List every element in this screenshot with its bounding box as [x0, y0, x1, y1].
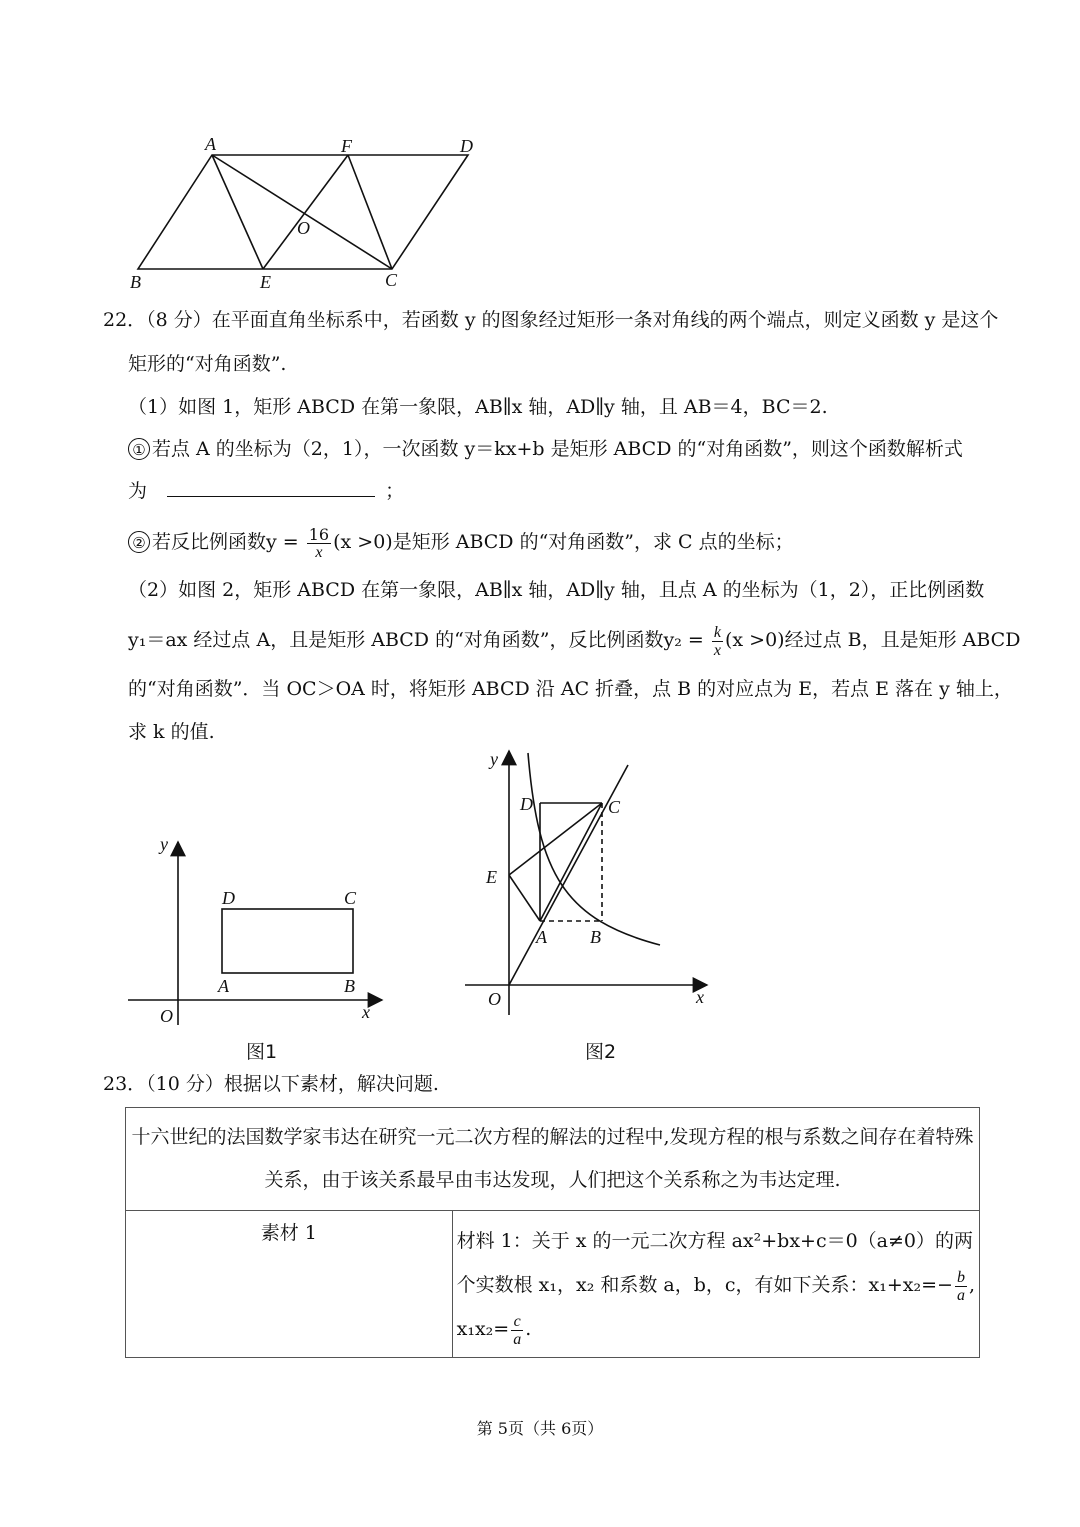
label-A: A: [205, 134, 216, 154]
figure-1: [120, 830, 410, 1070]
fig1-caption: 图1: [246, 1041, 278, 1063]
fig2-A-label: A: [536, 927, 547, 947]
fraction-16-over-x: $\frac{16}{x}$: [308, 524, 330, 561]
label-D: D: [460, 136, 473, 156]
intro-cell: [126, 1108, 980, 1211]
fraction-c-over-a: $\frac{c}{a}$: [513, 1312, 522, 1348]
q22-heading-cont: 矩形的“对角函数”.: [128, 353, 287, 375]
q22-sub2-pre: 若反比例函数y =: [152, 531, 299, 553]
circled-number-1: ①: [128, 438, 150, 460]
fig1-A-label: A: [218, 976, 229, 996]
fig2-B-label: B: [590, 927, 601, 947]
q22-p2b-pre: y₁＝ax 经过点 A，且是矩形 ABCD 的“对角函数”，反比例函数y₂ =: [128, 629, 704, 651]
q22-part2: （2）如图 2，矩形 ABCD 在第一象限，AB∥x 轴，AD∥y 轴，且点 A 的坐标为（1，2），正比例函数: [128, 579, 985, 601]
fig2-C-label: C: [608, 797, 621, 817]
material-content-cell: [452, 1211, 979, 1358]
material-line-2: 个实数根 x₁，x₂ 和系数 a，b，c，有如下关系：x₁+x₂=− $\frac{b}{a}$ ,: [456, 1268, 975, 1304]
material-label-cell: [126, 1211, 453, 1358]
fig2-x-label: x: [696, 987, 704, 1007]
q22-part2-line4: 求 k 的值.: [128, 721, 215, 743]
fraction-k-over-x: $\frac{k}{x}$: [713, 623, 721, 659]
q23-heading: 23．（10 分）根据以下素材，解决问题.: [103, 1073, 439, 1095]
fig1-x-label: x: [362, 1002, 370, 1022]
q22-heading: 22．（8 分）在平面直角坐标系中，若函数 y 的图象经过矩形一条对角线的两个端点，则定义函数 y 是这个: [103, 309, 999, 331]
label-E: E: [260, 272, 271, 292]
intro-line-2: 关系，由于该关系最早由韦达发现，人们把这个关系称之为韦达定理.: [264, 1169, 841, 1191]
figure-2: [460, 745, 730, 1070]
q22-part1-sub2: [128, 523, 794, 561]
fig1-y-label: y: [160, 834, 168, 854]
wei-text: 为: [128, 480, 148, 502]
q22-answer-line: [128, 477, 404, 505]
label-F: F: [341, 136, 352, 156]
semicolon: ；: [385, 480, 405, 502]
fig1-C-label: C: [344, 888, 357, 908]
q22-p2b-post: (x >0)经过点 B，且是矩形 ABCD: [724, 629, 1021, 651]
fig1-D-label: D: [222, 888, 235, 908]
material-1-label: 素材 1: [260, 1222, 317, 1244]
fig1-B-label: B: [344, 976, 355, 996]
material-line-1: 材料 1：关于 x 的一元二次方程 ax²+bx+c＝0（a≠0）的两: [456, 1230, 974, 1252]
q22-part1-sub1-text: 若点 A 的坐标为（2，1），一次函数 y＝kx+b 是矩形 ABCD 的“对角函数”，则这个函数解析式: [152, 438, 963, 460]
page-footer: 第 5页（共 6页）: [476, 1419, 604, 1438]
label-B: B: [130, 272, 141, 292]
circled-number-2: ②: [128, 531, 150, 553]
label-C: C: [385, 270, 398, 290]
label-O: O: [297, 218, 310, 238]
fig2-E-label: E: [486, 867, 497, 887]
fig2-origin-label: O: [488, 989, 501, 1009]
intro-line-1: 十六世纪的法国数学家韦达在研究一元二次方程的解法的过程中,发现方程的根与系数之间存在着特殊: [131, 1126, 974, 1148]
material-table: [125, 1107, 980, 1358]
parallelogram-figure: [120, 130, 490, 300]
material-line-3: x₁x₂= $\frac{c}{a}$ .: [456, 1312, 532, 1348]
q22-part2-line2: [128, 621, 1020, 659]
fig2-caption: 图2: [585, 1041, 617, 1063]
q22-part1: （1）如图 1，矩形 ABCD 在第一象限，AB∥x 轴，AD∥y 轴，且 AB＝4，BC＝2.: [128, 396, 828, 418]
q22-part1-sub1: [128, 435, 963, 463]
fig2-y-label: y: [490, 749, 498, 769]
answer-blank[interactable]: [167, 478, 375, 497]
fig1-origin-label: O: [160, 1006, 173, 1026]
q22-part2-line3: 的“对角函数”．当 OC＞OA 时，将矩形 ABCD 沿 AC 折叠，点 B 的对应点为 E，若点 E 落在 y 轴上，: [128, 678, 1013, 700]
fraction-b-over-a: $\frac{b}{a}$: [956, 1268, 965, 1304]
q22-sub2-post: (x >0)是矩形 ABCD 的“对角函数”，求 C 点的坐标；: [333, 531, 794, 553]
fig2-D-label: D: [520, 794, 533, 814]
